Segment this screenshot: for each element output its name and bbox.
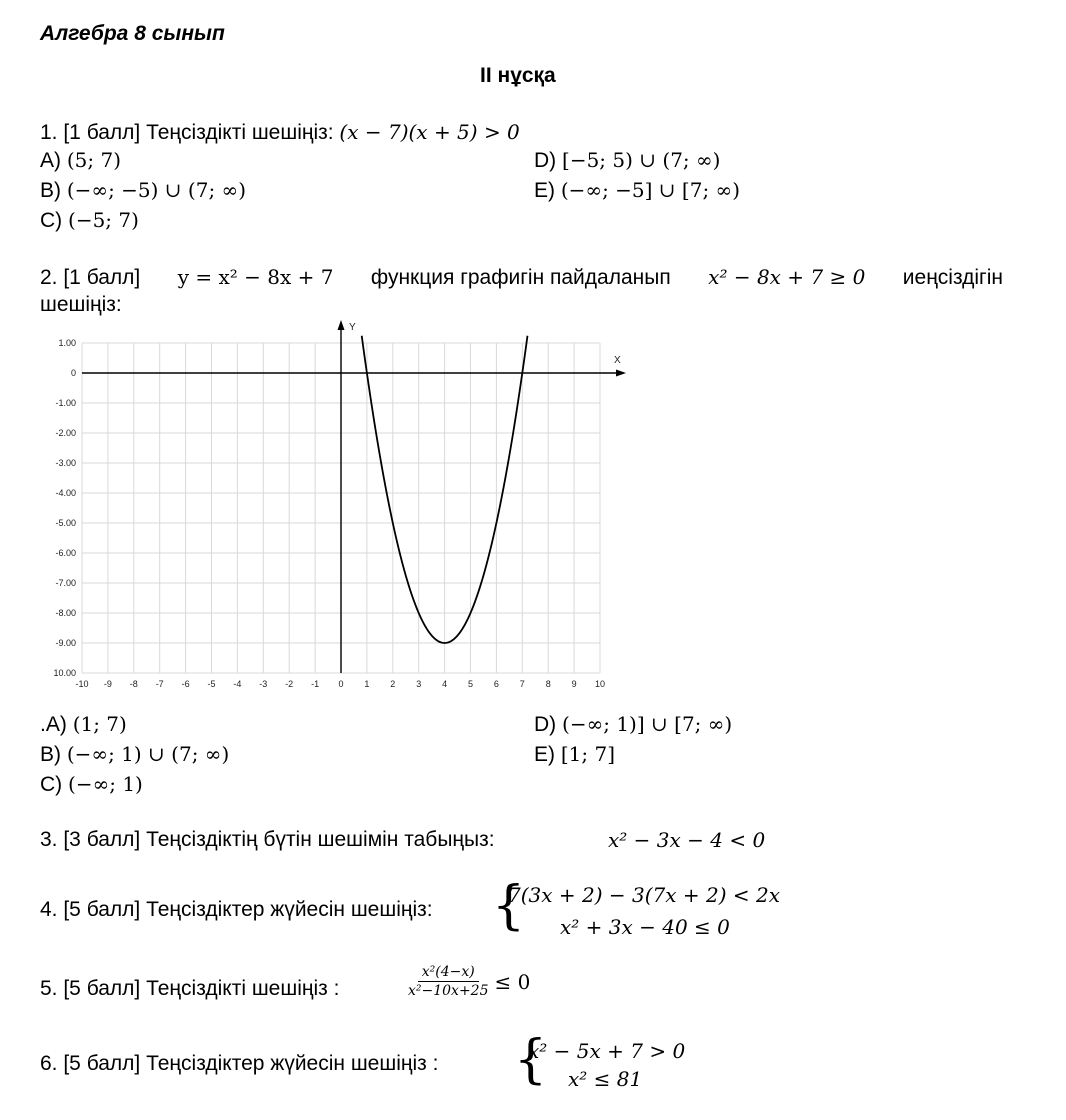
x-tick-label: 2	[390, 679, 396, 689]
option-letter: B)	[40, 743, 61, 766]
x-tick-label: -6	[181, 679, 190, 689]
y-tick-label: -3.00	[55, 458, 76, 468]
q2-text-mid: функция графигін пайдаланып	[370, 266, 671, 289]
option-letter: .A)	[40, 713, 67, 736]
q2-function: y = x² − 8x + 7	[177, 265, 334, 289]
x-tick-label: -9	[103, 679, 112, 689]
option-value: (−∞; 1)	[68, 772, 143, 796]
y-tick-label: -4.00	[55, 488, 76, 498]
option-value: (−∞; 1)] ∪ [7; ∞)	[562, 712, 733, 736]
option-letter: E)	[534, 179, 555, 202]
x-axis-arrow-icon	[616, 370, 626, 377]
q3-expression: x² − 3x − 4 < 0	[608, 828, 766, 852]
system-brace-icon: {	[514, 1030, 548, 1090]
option-value: [1; 7]	[560, 742, 615, 766]
q5-relation: ≤ 0	[494, 969, 531, 994]
q2-option-c[interactable]	[40, 772, 143, 797]
q1-option-d[interactable]	[534, 148, 720, 173]
option-letter: D)	[534, 713, 557, 736]
q1-option-a[interactable]	[40, 148, 121, 173]
x-tick-label: 1	[364, 679, 370, 689]
x-tick-label: 9	[571, 679, 577, 689]
q3-prompt: 3. [3 балл] Теңсіздіктің бүтін шешімін табыңыз:	[40, 828, 495, 851]
y-tick-label: 10.00	[53, 668, 76, 678]
q5-expression	[408, 964, 530, 999]
q2-inequality: x² − 8x + 7 ≥ 0	[708, 265, 866, 289]
y-tick-label: 1.00	[58, 338, 76, 348]
q2-prompt-line2: шешіңіз:	[40, 293, 122, 316]
option-value: (−∞; −5) ∪ (7; ∞)	[66, 178, 247, 202]
x-tick-label: 7	[519, 679, 525, 689]
variant-title: II нұсқа	[480, 64, 556, 87]
q1-text: 1. [1 балл] Теңсіздікті шешіңіз:	[40, 121, 340, 144]
q5-numerator: x²(4−x)	[418, 964, 479, 982]
q1-option-c[interactable]	[40, 208, 139, 233]
y-axis-arrow-icon	[338, 320, 345, 330]
option-value: [−5; 5) ∪ (7; ∞)	[562, 148, 721, 172]
q1-option-e[interactable]	[534, 178, 740, 203]
q4-prompt: 4. [5 балл] Теңсіздіктер жүйесін шешіңіз:	[40, 898, 433, 921]
x-tick-label: 10	[594, 679, 606, 689]
q1-prompt	[40, 120, 520, 145]
q2-number: 2. [1 балл]	[40, 266, 141, 289]
y-tick-label: -5.00	[55, 518, 76, 528]
q6-line1: x² − 5x + 7 > 0	[528, 1039, 686, 1063]
q5-fraction	[408, 964, 489, 999]
q1-option-b[interactable]	[40, 178, 246, 203]
x-tick-label: 0	[338, 679, 344, 689]
option-letter: D)	[534, 149, 557, 172]
option-letter: C)	[40, 209, 63, 232]
x-tick-label: -3	[259, 679, 268, 689]
option-value: (5; 7)	[66, 148, 121, 172]
y-tick-label: 0	[70, 368, 76, 378]
q2-text-end: иеңсіздігін	[902, 266, 1003, 289]
x-tick-label: -2	[285, 679, 294, 689]
option-letter: B)	[40, 179, 61, 202]
option-value: (−∞; −5] ∪ [7; ∞)	[560, 178, 741, 202]
y-tick-label: -2.00	[55, 428, 76, 438]
y-tick-label: -8.00	[55, 608, 76, 618]
q2-option-a[interactable]	[40, 712, 127, 737]
option-letter: E)	[534, 743, 555, 766]
q6-line2: x² ≤ 81	[568, 1067, 643, 1091]
q2-prompt-line1	[40, 265, 1003, 290]
q5-denominator: x²−10x+25	[408, 983, 489, 999]
q2-option-e[interactable]	[534, 742, 615, 767]
y-tick-label: -6.00	[55, 548, 76, 558]
q4-line2: x² + 3x − 40 ≤ 0	[560, 915, 730, 939]
q6-prompt: 6. [5 балл] Теңсіздіктер жүйесін шешіңіз :	[40, 1052, 439, 1075]
y-tick-label: -7.00	[55, 578, 76, 588]
x-tick-label: 8	[545, 679, 551, 689]
y-axis-label: Y	[349, 322, 356, 333]
x-tick-label: -5	[207, 679, 216, 689]
q2-option-b[interactable]	[40, 742, 229, 767]
x-tick-label: 4	[442, 679, 448, 689]
x-axis-label: X	[614, 355, 621, 366]
q2-option-d[interactable]	[534, 712, 732, 737]
x-tick-label: 6	[493, 679, 499, 689]
x-tick-label: 5	[467, 679, 474, 689]
q5-prompt: 5. [5 балл] Теңсіздікті шешіңіз :	[40, 977, 340, 1000]
y-tick-label: -9.00	[55, 638, 76, 648]
x-tick-label: -10	[75, 679, 89, 689]
x-tick-label: 3	[416, 679, 422, 689]
x-tick-label: -1	[311, 679, 320, 689]
graph-axes	[82, 320, 626, 673]
q1-expression: (x − 7)(x + 5) > 0	[339, 120, 520, 144]
system-brace-icon: {	[492, 876, 526, 936]
option-letter: C)	[40, 773, 63, 796]
x-tick-label: -7	[155, 679, 164, 689]
x-tick-label: -4	[233, 679, 242, 689]
subject-title: Алгебра 8 сынып	[40, 22, 225, 45]
option-value: (−∞; 1) ∪ (7; ∞)	[66, 742, 230, 766]
x-tick-label: -8	[129, 679, 138, 689]
parabola-graph	[40, 318, 640, 694]
option-value: (1; 7)	[72, 712, 127, 736]
y-tick-label: -1.00	[55, 398, 76, 408]
option-value: (−5; 7)	[68, 208, 139, 232]
q4-line1: 7(3x + 2) − 3(7x + 2) < 2x	[508, 883, 781, 907]
option-letter: A)	[40, 149, 61, 172]
